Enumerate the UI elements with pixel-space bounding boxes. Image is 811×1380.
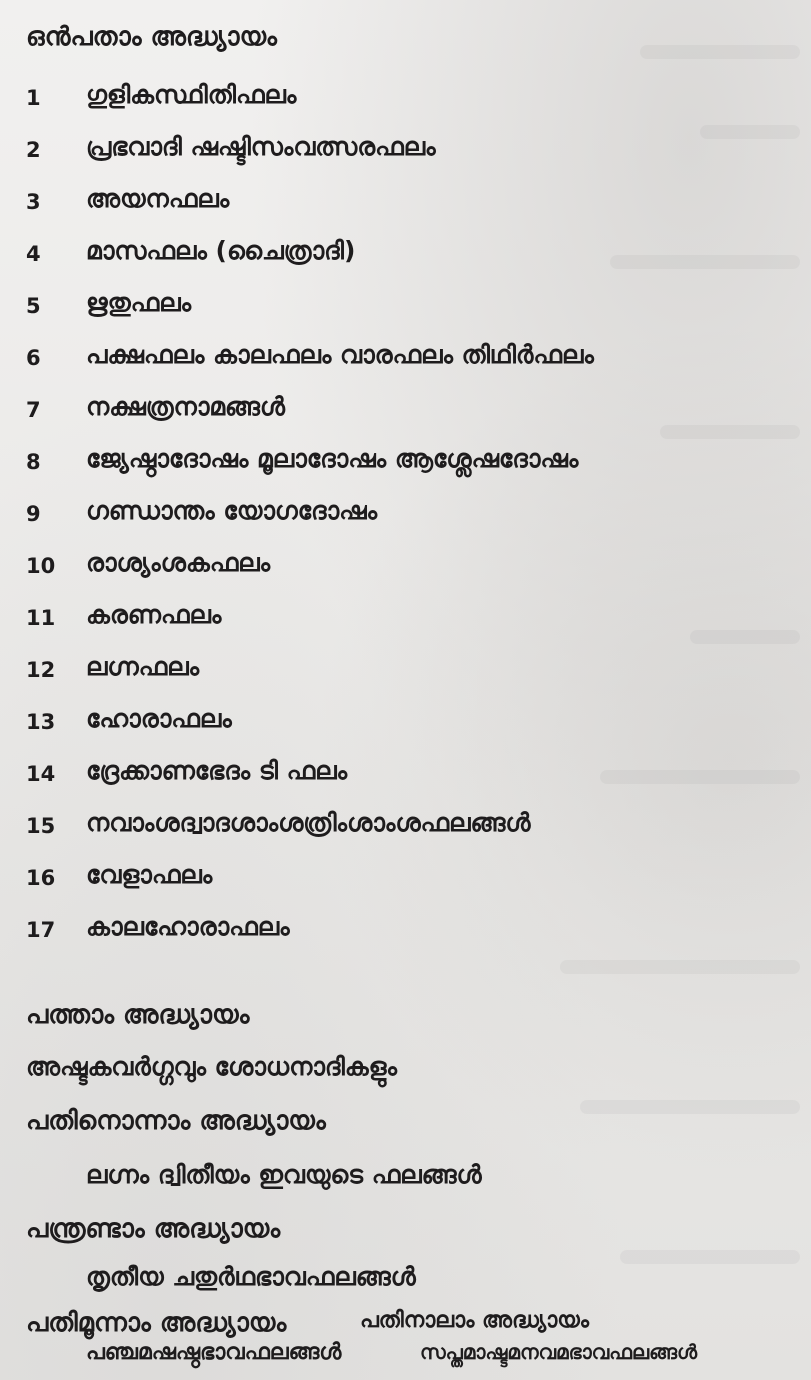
bleed-through-line — [600, 770, 800, 784]
item-text: പക്ഷഫലം കാലഫലം വാരഫലം തിഥിർഫലം — [86, 340, 594, 369]
chapter-13-title: പതിമൂന്നാം അദ്ധ്യായം — [26, 1308, 287, 1338]
bleed-through-line — [660, 425, 800, 439]
chapter-10-subtitle: അഷ്ടകവർഗ്ഗവും ശോധനാദികളും — [26, 1052, 397, 1081]
item-number: 9 — [26, 502, 41, 526]
bleed-through-line — [610, 255, 800, 269]
item-text: ഹോരാഫലം — [86, 704, 232, 733]
item-number: 2 — [26, 138, 41, 162]
item-number: 13 — [26, 710, 56, 734]
item-text: ദ്രേക്കാണഭേദം ടി ഫലം — [86, 756, 348, 785]
item-text: കരണഫലം — [86, 600, 222, 629]
chapter-11-title: പതിനൊന്നാം അദ്ധ്യായം — [26, 1106, 326, 1136]
item-text: നക്ഷത്രനാമങ്ങൾ — [86, 392, 286, 421]
item-text: ഗുളികസ്ഥിതിഫലം — [86, 80, 297, 109]
item-text: നവാംശദ്വാദശാംശത്രിംശാംശഫലങ്ങൾ — [86, 808, 531, 837]
item-text: ഋതുഫലം — [86, 288, 192, 317]
item-number: 5 — [26, 294, 41, 318]
chapter-11-subtitle: ലഗ്നം ദ്വിതീയം ഇവയുടെ ഫലങ്ങൾ — [86, 1160, 482, 1189]
item-number: 1 — [26, 86, 41, 110]
item-number: 16 — [26, 866, 56, 890]
item-number: 8 — [26, 450, 41, 474]
chapter-9-title: ഒൻപതാം അദ്ധ്യായം — [26, 22, 277, 52]
item-number: 6 — [26, 346, 41, 370]
item-number: 4 — [26, 242, 41, 266]
item-text: രാശ്യംശകഫലം — [86, 548, 271, 577]
item-text: ലഗ്നഫലം — [86, 652, 200, 681]
chapter-14-title: പതിനാലാം അദ്ധ്യായം — [360, 1308, 589, 1333]
item-number: 7 — [26, 398, 41, 422]
chapter-10-title: പത്താം അദ്ധ്യായം — [26, 1000, 250, 1030]
item-number: 15 — [26, 814, 56, 838]
item-text: പ്രഭവാദി ഷഷ്ടിസംവത്സരഫലം — [86, 132, 436, 161]
chapter-12-subtitle: തൃതീയ ചതുർഥഭാവഫലങ്ങൾ — [86, 1262, 416, 1291]
bleed-through-line — [700, 125, 800, 139]
item-number: 12 — [26, 658, 56, 682]
item-number: 11 — [26, 606, 56, 630]
chapter-13-subtitle: പഞ്ചമഷഷ്ഠഭാവഫലങ്ങൾ — [86, 1340, 342, 1365]
bleed-through-line — [580, 1100, 800, 1114]
item-text: വേളാഫലം — [86, 860, 213, 889]
item-text: ഗണ്ഡാന്തം യോഗദോഷം — [86, 496, 378, 525]
item-text: മാസഫലം (ചൈത്രാദി) — [86, 236, 356, 265]
item-number: 3 — [26, 190, 41, 214]
item-number: 14 — [26, 762, 56, 786]
bleed-through-line — [640, 45, 800, 59]
item-number: 17 — [26, 918, 56, 942]
bleed-through-line — [560, 960, 800, 974]
chapter-14-subtitle: സപ്തമാഷ്ടമനവമഭാവഫലങ്ങൾ — [420, 1340, 698, 1364]
bleed-through-line — [620, 1250, 800, 1264]
item-text: കാലഹോരാഫലം — [86, 912, 290, 941]
item-text: അയനഫലം — [86, 184, 230, 213]
bleed-through-line — [690, 630, 800, 644]
item-number: 10 — [26, 554, 56, 578]
item-text: ജ്യേഷ്ഠാദോഷം മൂലാദോഷം ആശ്ലേഷദോഷം — [86, 444, 579, 473]
chapter-12-title: പന്ത്രണ്ടാം അദ്ധ്യായം — [26, 1214, 281, 1244]
